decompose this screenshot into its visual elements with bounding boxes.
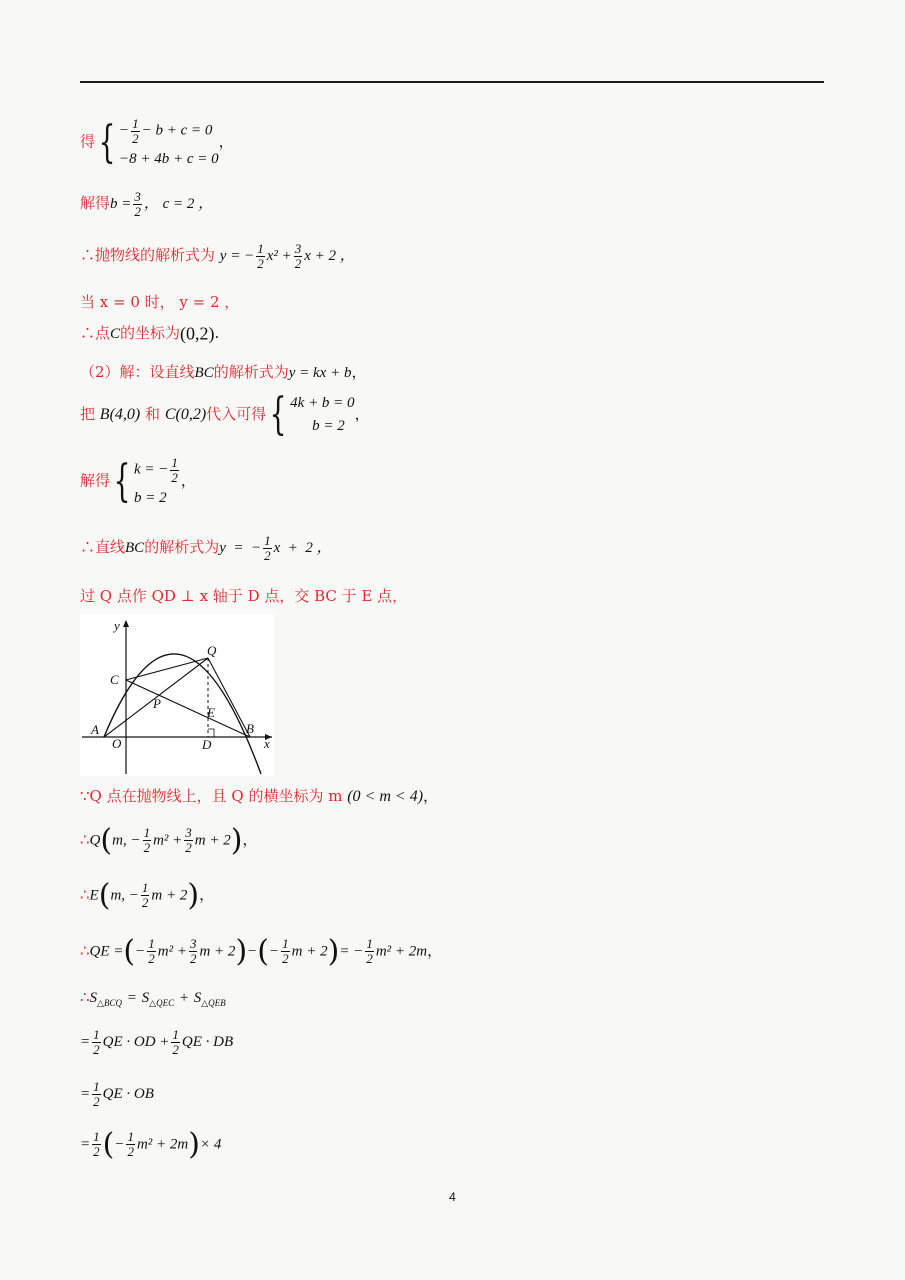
m2-term: m² + [153, 832, 183, 849]
fraction [170, 456, 179, 484]
fraction [141, 881, 150, 909]
s3: S [193, 990, 202, 1006]
tail: ， [427, 941, 443, 960]
system-row-2: b = 2 [134, 490, 167, 507]
equation-system [290, 395, 354, 435]
minus: − [119, 122, 130, 139]
fraction-2 [171, 1028, 180, 1056]
equals: = [80, 1086, 91, 1103]
denominator: 2 [366, 951, 373, 966]
system-row-2: −8 + 4b + c = 0 [119, 151, 219, 168]
since-text: ∵Q 点在抛物线上，且 Q 的横坐标为 m [80, 787, 343, 805]
mid-text: 的解析式为 [144, 538, 220, 557]
s1-sub: △BCQ [97, 998, 122, 1008]
mid-text: 代入可得 [206, 405, 267, 423]
label-o: O [112, 736, 122, 751]
s1: S [89, 990, 98, 1006]
term-2: QE · DB [181, 1034, 234, 1051]
substitute-line [80, 389, 370, 440]
fraction [92, 1080, 101, 1108]
fraction-3 [281, 937, 290, 965]
denominator: 2 [294, 255, 302, 271]
y-eq: y = − [219, 540, 262, 557]
minus-2: − [247, 943, 258, 960]
lead-text: ∴点 [80, 324, 111, 342]
inner-term: m² + 2m [136, 1136, 189, 1153]
step-line-3 [80, 1127, 221, 1162]
fraction [131, 117, 140, 145]
numerator: 1 [264, 533, 271, 548]
fraction-2 [126, 1130, 135, 1158]
b-eq: b = [110, 196, 132, 213]
parabola-line [80, 242, 355, 270]
denominator: 2 [132, 130, 139, 146]
equals: = [126, 990, 137, 1006]
denominator: 2 [143, 840, 151, 855]
tail: x + 2 ， [273, 540, 332, 557]
q-coord-line [80, 823, 257, 858]
term-1: QE · OD + [102, 1034, 170, 1051]
line-cq [126, 658, 208, 680]
m-rest-2: m + 2 [291, 943, 328, 960]
denominator: 2 [185, 840, 192, 855]
tail: x + 2 ， [304, 248, 355, 265]
system-row-1: 4k + b = 0 [290, 395, 355, 411]
equals-minus: = − [339, 943, 364, 960]
denominator: 2 [264, 547, 271, 563]
term: QE · OB [102, 1086, 154, 1103]
denominator: 2 [93, 1093, 100, 1109]
tail: ， [180, 471, 196, 490]
denominator: 2 [148, 951, 155, 966]
e-name: E [89, 887, 99, 904]
fraction-1 [256, 242, 265, 270]
equation-system [134, 456, 181, 507]
k-eq: k = − [134, 461, 169, 478]
tail: ， [199, 885, 215, 904]
tail: ， [218, 132, 234, 151]
equation: y = kx + b [288, 365, 352, 381]
numerator: 3 [189, 936, 197, 952]
therefore: ∴ [80, 885, 90, 904]
fraction-4 [365, 937, 374, 965]
fraction-2 [189, 937, 198, 965]
solve-line-2 [80, 456, 196, 507]
open-paren: ( [123, 934, 136, 969]
m-term: m, − [112, 832, 141, 849]
line-bc-line [80, 534, 332, 562]
since-line [80, 785, 438, 806]
numerator: 1 [282, 936, 289, 952]
open-paren-2: ( [257, 934, 269, 969]
tail: ， c = 2 ， [143, 196, 214, 213]
fraction-1 [143, 826, 152, 854]
label-b: B [246, 721, 254, 736]
figure-svg [80, 614, 274, 776]
m2-term: m² + [157, 943, 187, 960]
lead-text: 解得 [80, 194, 111, 213]
label-y: y [114, 618, 120, 633]
area-line [80, 988, 226, 1009]
denominator: 2 [282, 951, 289, 966]
numerator: 1 [172, 1027, 179, 1042]
close-paren-2: ) [327, 934, 340, 969]
tail: ， [423, 787, 439, 805]
denominator: 2 [93, 1041, 100, 1057]
fraction [133, 190, 142, 218]
numerator: 1 [143, 825, 151, 841]
result: m² + 2m [375, 943, 428, 960]
fraction-2 [184, 826, 193, 854]
y-eq: y = − [219, 248, 255, 265]
numerator: 1 [93, 1129, 100, 1145]
label-p: P [153, 696, 161, 711]
label-q: Q [207, 643, 217, 658]
tail: ， [354, 405, 370, 423]
open-paren: ( [102, 1127, 115, 1162]
s3-sub: △QEB [201, 998, 226, 1008]
system-row-1 [119, 117, 219, 145]
minus: − [135, 943, 146, 960]
equation-system [119, 117, 219, 168]
denominator: 2 [141, 895, 149, 910]
label-x: x [264, 736, 270, 751]
point-b: B(4,0) [99, 406, 141, 423]
label-c: C [110, 672, 119, 687]
label-e: E [207, 705, 215, 720]
numerator: 1 [171, 455, 178, 470]
m-rest: m + 2 [194, 832, 231, 849]
step-line-2 [80, 1080, 154, 1108]
part2-line [80, 361, 366, 382]
qe-eq: QE = [89, 943, 124, 960]
when-text: 当 x = 0 时， y = 2 ， [80, 293, 240, 311]
qe-line [80, 934, 442, 969]
close-paren: ) [235, 934, 248, 969]
lead-text: ∴抛物线的解析式为 [80, 246, 216, 265]
mid-text: 的解析式为 [213, 363, 289, 381]
numerator: 1 [148, 936, 155, 952]
numerator: 3 [134, 189, 141, 204]
left-brace: { [269, 389, 287, 440]
denominator: 2 [257, 255, 264, 271]
numerator: 1 [257, 241, 264, 256]
through-text: 过 Q 点作 QD ⊥ x 轴于 D 点，交 BC 于 E 点， [80, 587, 408, 605]
numerator: 1 [141, 880, 149, 896]
s2: S [141, 990, 150, 1006]
bc-label: BC [125, 540, 145, 557]
pointc-line [80, 322, 219, 345]
y-axis-arrow [123, 620, 129, 627]
header-rule [80, 81, 824, 83]
therefore: ∴ [80, 941, 90, 960]
q-name: Q [89, 832, 101, 849]
plus: + [178, 990, 189, 1006]
m-term: m, − [110, 887, 139, 904]
parabola-figure [80, 614, 274, 776]
minus: − [114, 1136, 125, 1153]
left-brace: { [98, 116, 116, 168]
tail: ， [242, 830, 258, 849]
denominator: 2 [172, 1041, 179, 1057]
lead-text: 得 [80, 132, 96, 151]
numerator: 1 [132, 116, 139, 131]
therefore: ∴ [80, 830, 90, 849]
denominator: 2 [189, 951, 197, 966]
close-paren: ) [230, 823, 243, 858]
open-paren: ( [100, 823, 113, 858]
denominator: 2 [134, 203, 141, 219]
and-text: 和 [145, 405, 161, 423]
x2-term: x² + [266, 248, 292, 265]
numerator: 1 [93, 1079, 100, 1094]
line-qb [208, 658, 250, 737]
lead-text: （2）解：设直线 [80, 363, 195, 381]
minus-3: − [269, 943, 280, 960]
numerator: 1 [93, 1027, 100, 1042]
lead-text: 把 [80, 405, 96, 423]
m-rest: m + 2 [151, 887, 188, 904]
numerator: 1 [127, 1129, 134, 1145]
fraction-1 [92, 1130, 101, 1158]
fraction-2 [294, 242, 303, 270]
tail: . [214, 324, 220, 342]
page-number: 4 [449, 1190, 456, 1204]
step-line-1 [80, 1028, 233, 1056]
e-coord-line [80, 878, 214, 913]
fraction [263, 534, 272, 562]
when-line [80, 291, 239, 312]
close-paren: ) [188, 1127, 200, 1162]
right-angle-mark [208, 729, 214, 737]
s2-sub: △QEC [149, 998, 175, 1008]
times-four: × 4 [199, 1136, 222, 1153]
lead-text: ∴直线 [80, 538, 126, 557]
bc-label: BC [194, 365, 214, 381]
fraction-1 [92, 1028, 101, 1056]
range: (0 < m < 4) [347, 788, 424, 805]
system-line-1 [80, 117, 234, 168]
fraction-1 [147, 937, 156, 965]
solve-line-1 [80, 190, 213, 218]
label-a: A [91, 722, 99, 737]
c-label: C [110, 326, 121, 342]
open-paren: ( [98, 878, 111, 913]
lead-text: 解得 [80, 471, 111, 490]
numerator: 3 [294, 241, 302, 256]
equals: = [80, 1034, 91, 1051]
equals: = [80, 1136, 91, 1153]
close-paren: ) [187, 878, 200, 913]
coord-value: (0,2) [180, 323, 215, 344]
numerator: 3 [185, 825, 192, 841]
system-row-1 [134, 456, 181, 484]
through-line [80, 585, 407, 606]
label-d: D [202, 737, 212, 752]
row-rest: − b + c = 0 [141, 122, 213, 139]
denominator: 2 [93, 1144, 100, 1159]
system-row-2: b = 2 [312, 418, 345, 434]
denominator: 2 [127, 1144, 134, 1159]
tail: ， [351, 363, 367, 381]
denominator: 2 [171, 469, 178, 485]
mid-text: 的坐标为 [120, 324, 181, 342]
point-c: C(0,2) [164, 406, 207, 423]
numerator: 1 [366, 936, 373, 952]
left-brace: { [113, 455, 131, 507]
line-cb [126, 680, 250, 737]
m-rest: m + 2 [199, 943, 236, 960]
therefore: ∴ [80, 988, 90, 1006]
